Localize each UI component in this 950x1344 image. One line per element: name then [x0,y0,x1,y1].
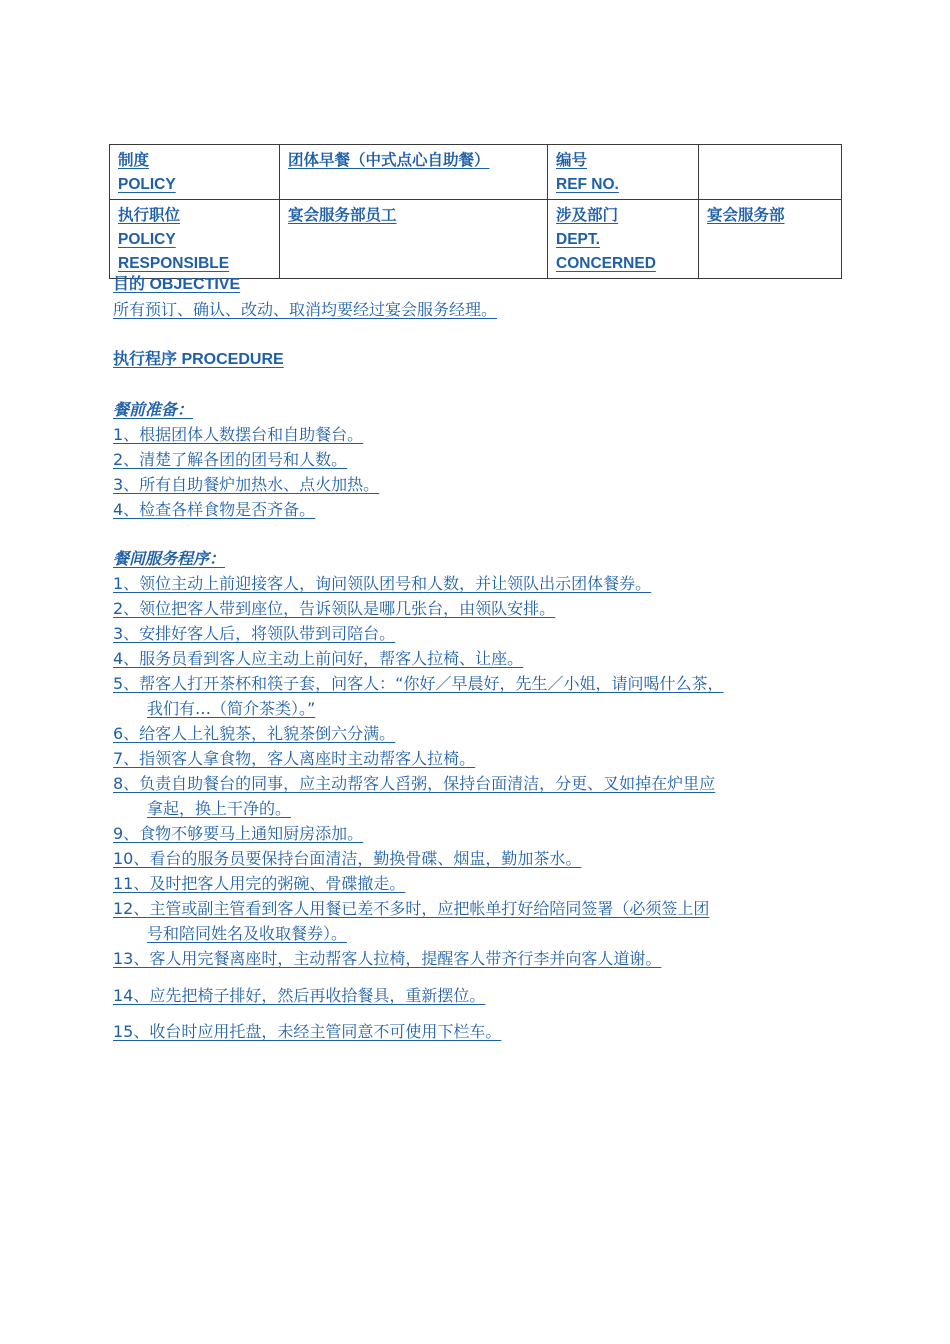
list-item: 15、收台时应用托盘，未经主管同意不可使用下栏车。 [113,1022,502,1041]
list-item-continued: 号和陪同姓名及收取餐券）。 [147,924,348,943]
list-item: 8、负责自助餐台的同事，应主动帮客人舀粥，保持台面清洁，分更、叉如掉在炉里应 [113,774,716,793]
list-item: 1、领位主动上前迎接客人，询问领队团号和人数，并让领队出示团体餐券。 [113,574,652,593]
dept-label-en2: CONCERNED [556,255,656,272]
policy-value: 团体早餐（中式点心自助餐） [288,152,490,169]
list-item: 5、帮客人打开茶杯和筷子套，问客人：“你好／早晨好，先生／小姐，请问喝什么茶， [113,674,724,693]
list-item-continued: 我们有…（简介茶类）。” [147,699,316,718]
resp-value-cell [280,200,548,279]
list-item: 3、安排好客人后，将领队带到司陪台。 [113,624,396,643]
dept-label-cn: 涉及部门 [556,207,619,224]
resp-value: 宴会服务部员工 [288,207,397,224]
dept-label-cell [548,200,699,279]
list-item: 3、所有自助餐炉加热水、点火加热。 [113,475,380,494]
list-item: 12、主管或副主管看到客人用餐已差不多时，应把帐单打好给陪同签署（必须签上团 [113,899,710,918]
prep-heading: 餐前准备： [113,400,194,419]
list-item: 4、检查各样食物是否齐备。 [113,500,316,519]
list-item: 13、客人用完餐离座时，主动帮客人拉椅，提醒客人带齐行李并向客人道谢。 [113,949,662,968]
policy-label-cn: 制度 [118,152,150,169]
list-item: 7、指领客人拿食物，客人离座时主动帮客人拉椅。 [113,749,476,768]
policy-label-en: POLICY [118,176,176,193]
ref-label-cell [548,145,699,200]
service-heading: 餐间服务程序： [113,549,226,568]
policy-value-cell [280,145,548,200]
ref-label-cn: 编号 [556,152,588,169]
policy-label-cell [110,145,280,200]
list-item: 1、根据团体人数摆台和自助餐台。 [113,425,364,444]
list-item: 10、看台的服务员要保持台面清洁，勤换骨碟、烟盅，勤加茶水。 [113,849,582,868]
list-item: 2、清楚了解各团的团号和人数。 [113,450,348,469]
list-item-continued: 拿起，换上干净的。 [147,799,292,818]
dept-value: 宴会服务部 [707,207,785,224]
resp-label-cn: 执行职位 [118,207,181,224]
list-item: 2、领位把客人带到座位，告诉领队是哪几张台，由领队安排。 [113,599,556,618]
resp-label-en2: RESPONSIBLE [118,255,230,272]
procedure-heading: 执行程序 PROCEDURE [113,351,284,368]
dept-label-en1: DEPT. [556,231,600,248]
dept-value-cell [699,200,842,279]
policy-header-table [109,144,842,279]
list-item: 6、给客人上礼貌茶，礼貌茶倒六分满。 [113,724,396,743]
list-item: 9、食物不够要马上通知厨房添加。 [113,824,364,843]
objective-heading: 目的 OBJECTIVE [113,276,241,293]
objective-text: 所有预订、确认、改动、取消均要经过宴会服务经理。 [113,300,498,319]
list-item: 4、服务员看到客人应主动上前问好，帮客人拉椅、让座。 [113,649,524,668]
ref-label-en: REF NO. [556,176,619,193]
list-item: 14、应先把椅子排好，然后再收拾餐具，重新摆位。 [113,986,486,1005]
resp-label-en1: POLICY [118,231,176,248]
resp-label-cell [110,200,280,279]
ref-value-cell [699,145,842,200]
list-item: 11、及时把客人用完的粥碗、骨碟撤走。 [113,874,406,893]
